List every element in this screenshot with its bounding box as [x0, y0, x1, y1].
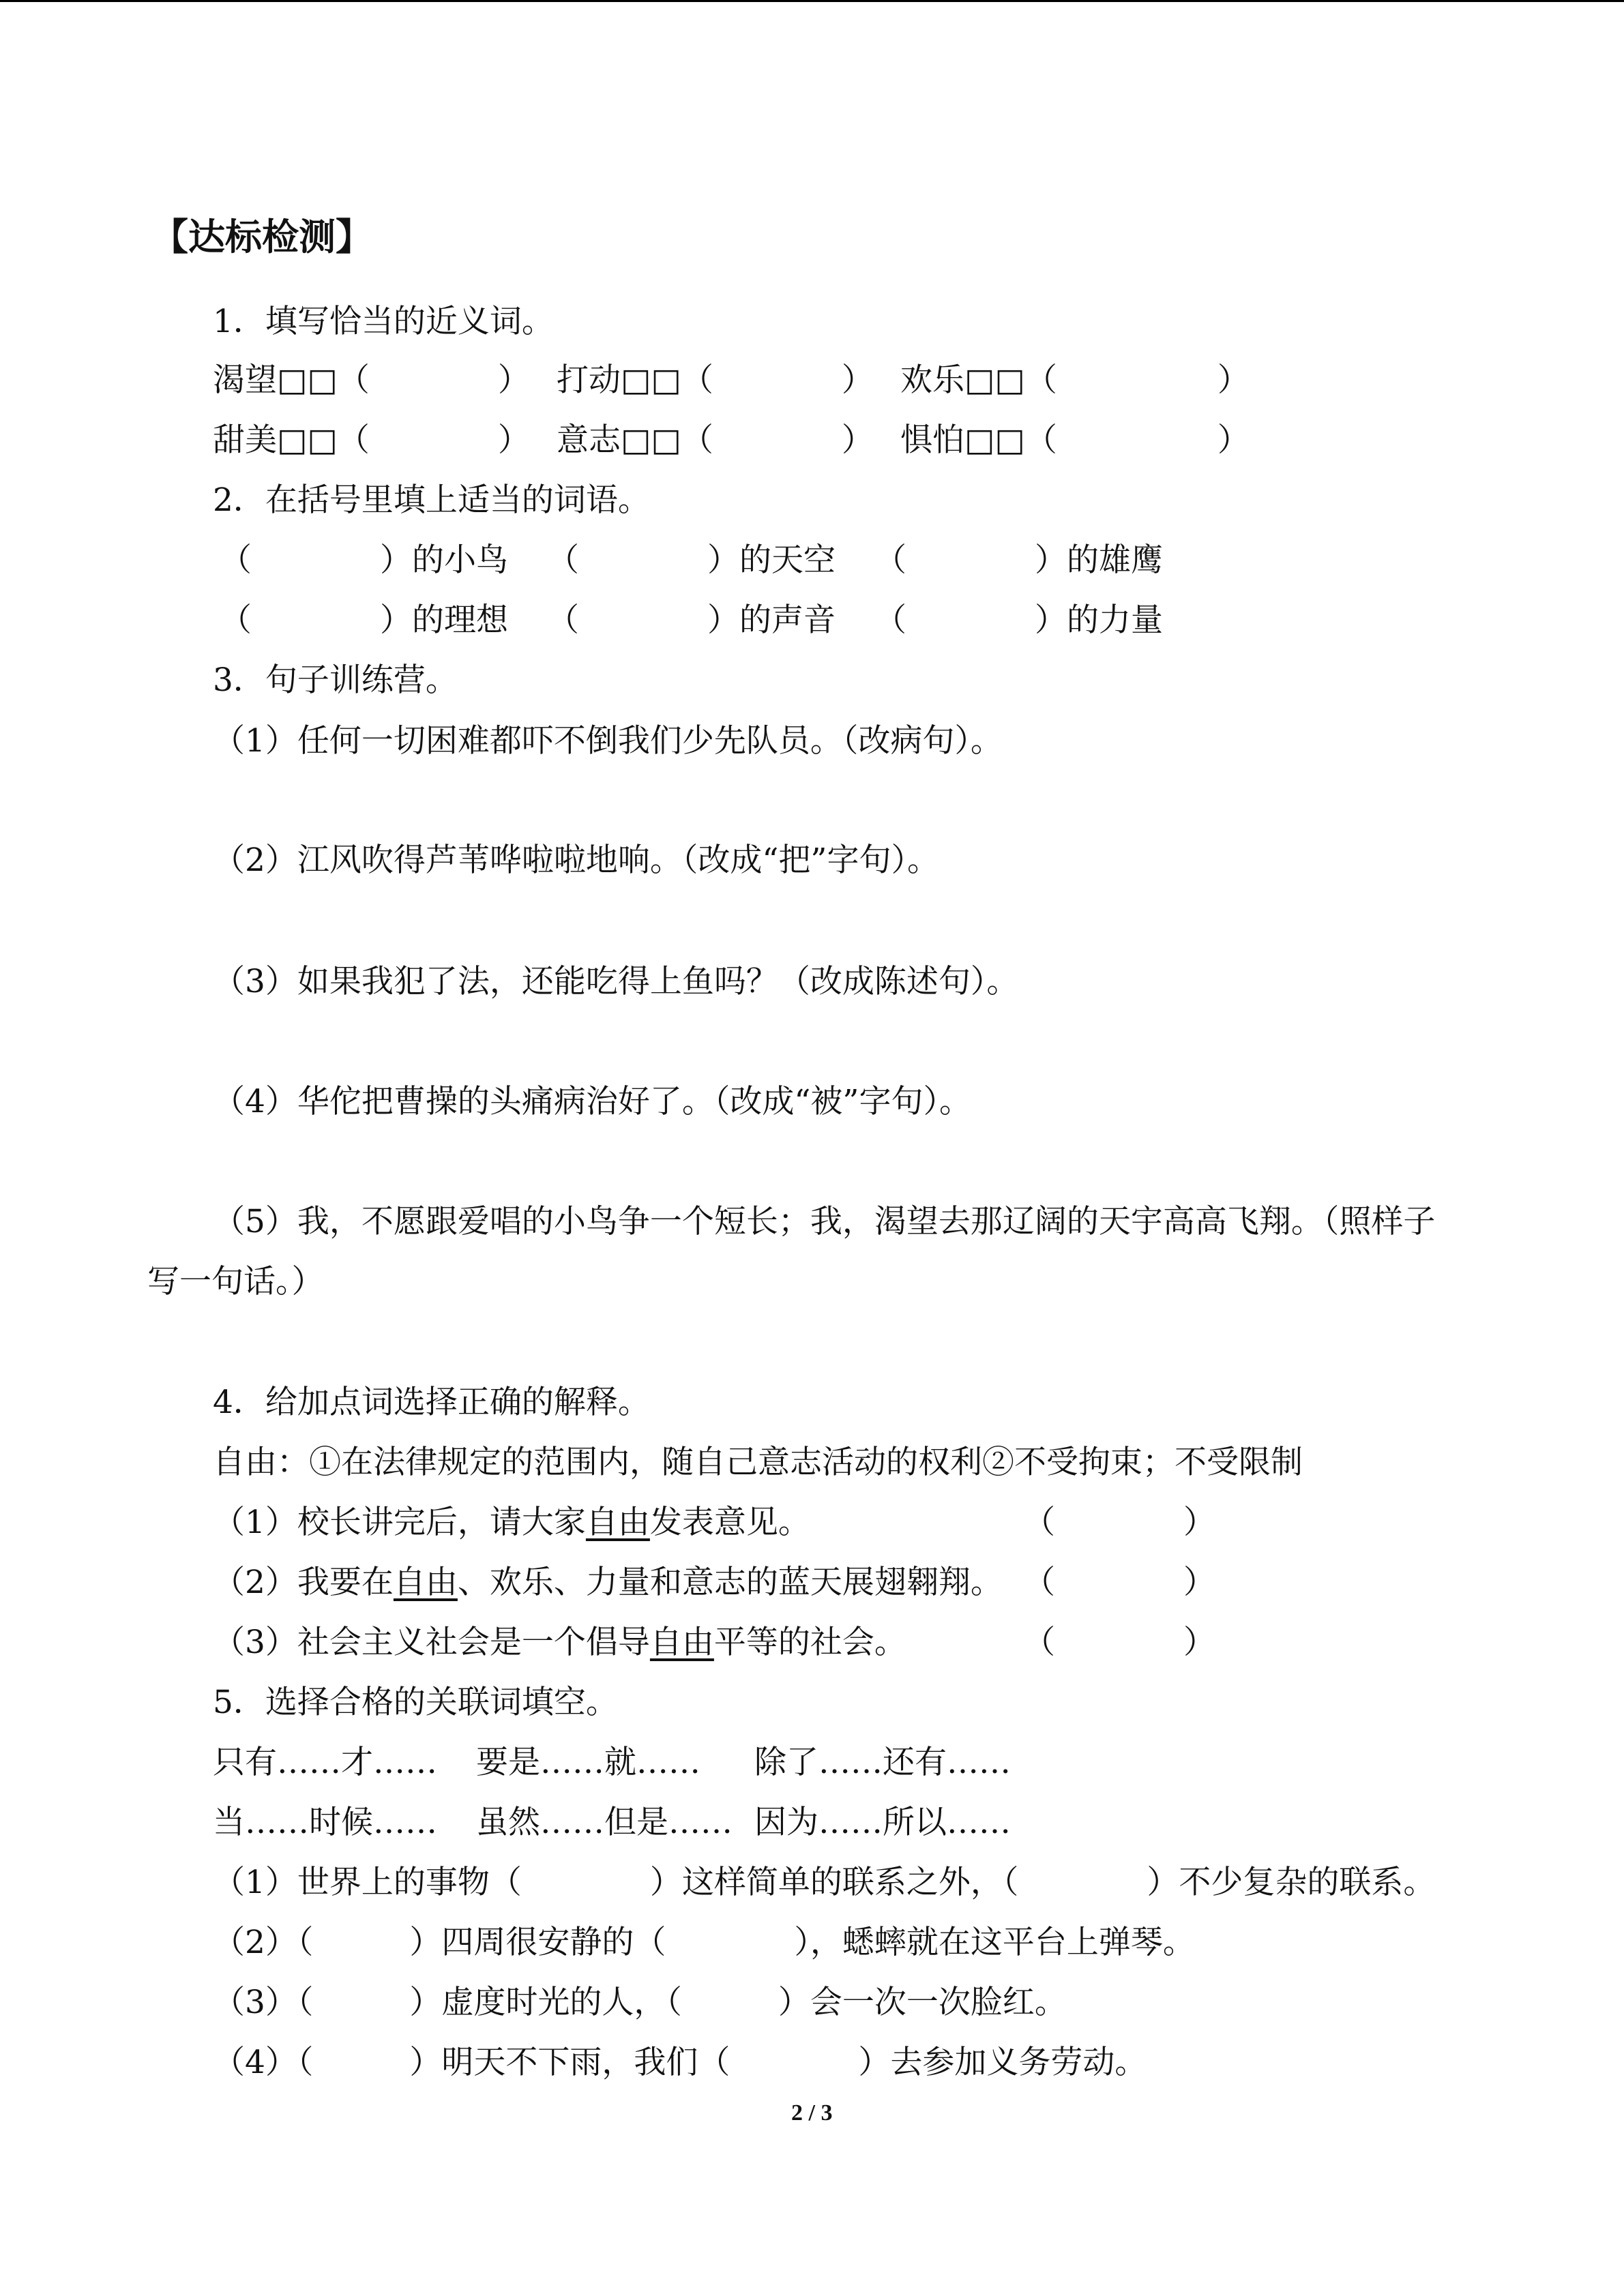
- q1-item: 欢乐□□（ ）: [900, 361, 1250, 399]
- q4-item-1: （1）校长讲完后，请大家自由发表意见。: [213, 1504, 810, 1541]
- q1-item: 意志□□（ ）: [557, 421, 874, 459]
- top-border: [0, 0, 1624, 2]
- page-number: 2 / 3: [791, 2100, 833, 2126]
- q1-item: 打动□□（ ）: [557, 361, 874, 399]
- q4-definition: 自由：①在法律规定的范围内，随自己意志活动的权利②不受拘束；不受限制: [213, 1444, 1303, 1481]
- q2-item: （ ）的雄鹰: [874, 541, 1163, 579]
- dotted-keyword: 自由: [585, 1504, 650, 1541]
- q3-sentence-4: （4）华佗把曹操的头痛病治好了。（改成“被”字句）。: [213, 1083, 971, 1120]
- q4-item-2: （2）我要在自由、欢乐、力量和意志的蓝天展翅翱翔。: [213, 1564, 1003, 1601]
- q2-item: （ ）的声音: [547, 601, 836, 639]
- q5-title: 5．选择合格的关联词填空。: [213, 1684, 618, 1721]
- q1-title: 1．填写恰当的近义词。: [213, 303, 554, 340]
- q3-sentence-1: （1）任何一切困难都吓不倒我们少先队员。（改病句）。: [213, 722, 1003, 760]
- q3-title: 3．句子训练营。: [213, 661, 458, 699]
- answer-blank: （ ）: [1023, 1564, 1215, 1601]
- q5-item-3: （3）（ ）虚度时光的人，（ ）会一次一次脸红。: [213, 1984, 1067, 2021]
- q2-item: （ ）的力量: [874, 601, 1163, 639]
- q3-sentence-2: （2）江风吹得芦苇哗啦啦地响。（改成“把”字句）。: [213, 841, 939, 879]
- q2-item: （ ）的小鸟: [220, 541, 508, 579]
- answer-blank: （ ）: [1023, 1624, 1215, 1661]
- conjunction-option: 因为……所以……: [754, 1804, 1011, 1841]
- q1-item: 渴望□□（ ）: [213, 361, 530, 399]
- q4-title: 4．给加点词选择正确的解释。: [213, 1384, 650, 1421]
- q5-item-2: （2）（ ）四周很安静的（ ），蟋蟀就在这平台上弹琴。: [213, 1924, 1195, 1961]
- q3-sentence-5-continued: 写一句话。）: [147, 1263, 324, 1300]
- q2-item: （ ）的天空: [547, 541, 836, 579]
- q1-item: 甜美□□（ ）: [213, 421, 530, 459]
- q1-item: 惧怕□□（ ）: [900, 421, 1250, 459]
- q4-item-3: （3）社会主义社会是一个倡导自由平等的社会。: [213, 1624, 906, 1661]
- dotted-keyword: 自由: [393, 1564, 458, 1601]
- conjunction-option: 只有……才……: [213, 1744, 437, 1781]
- conjunction-option: 要是……就……: [476, 1744, 700, 1781]
- q3-sentence-3: （3）如果我犯了法，还能吃得上鱼吗？（改成陈述句）。: [213, 963, 1019, 1000]
- q2-title: 2．在括号里填上适当的词语。: [213, 481, 650, 519]
- conjunction-option: 虽然……但是……: [476, 1804, 733, 1841]
- conjunction-option: 除了……还有……: [754, 1744, 1011, 1781]
- q5-item-1: （1）世界上的事物（ ）这样简单的联系之外，（ ）不少复杂的联系。: [213, 1864, 1436, 1901]
- dotted-keyword: 自由: [649, 1624, 714, 1661]
- q2-item: （ ）的理想: [220, 601, 508, 639]
- section-title: 【达标检测】: [151, 215, 372, 258]
- q5-item-4: （4）（ ）明天不下雨，我们（ ）去参加义务劳动。: [213, 2044, 1147, 2081]
- answer-blank: （ ）: [1023, 1504, 1215, 1541]
- q3-sentence-5: （5）我，不愿跟爱唱的小鸟争一个短长；我，渴望去那辽阔的天宇高高飞翔。（照样子: [213, 1203, 1436, 1240]
- conjunction-option: 当……时候……: [213, 1804, 437, 1841]
